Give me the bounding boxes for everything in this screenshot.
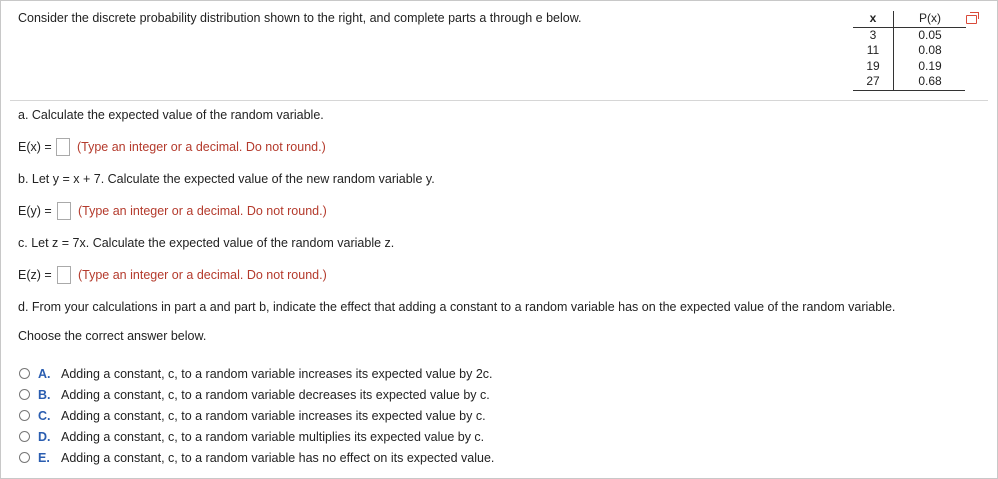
copy-icon[interactable]	[966, 15, 977, 24]
option-text: Adding a constant, c, to a random variable increases its expected value by c.	[61, 409, 486, 423]
x-value: 19	[853, 59, 894, 75]
section-divider	[10, 100, 988, 101]
option-text: Adding a constant, c, to a random variable multiplies its expected value by c.	[61, 430, 485, 444]
table-row	[853, 74, 966, 90]
p-value: 0.68	[918, 74, 942, 89]
part-d-instruction: Choose the correct answer below.	[18, 329, 207, 343]
table-header-row	[853, 11, 966, 28]
part-a-label: E(x) =	[18, 140, 52, 154]
radio-circle-icon[interactable]	[19, 431, 30, 442]
expected-z-input[interactable]	[57, 266, 71, 284]
radio-circle-icon[interactable]	[19, 368, 30, 379]
expected-x-input[interactable]	[56, 138, 70, 156]
part-c-label: E(z) =	[18, 268, 52, 282]
table-row	[853, 43, 966, 59]
part-a-hint: (Type an integer or a decimal. Do not round.)	[77, 140, 326, 154]
p-value: 0.19	[918, 58, 942, 73]
table-row	[853, 28, 966, 44]
table-row	[853, 59, 966, 75]
part-b-question: b. Let y = x + 7. Calculate the expected value of the new random variable y.	[18, 172, 435, 186]
part-b-hint: (Type an integer or a decimal. Do not round.)	[78, 204, 327, 218]
table-bottom-rule	[853, 90, 965, 91]
x-value: 11	[853, 43, 894, 59]
p-value: 0.05	[918, 27, 942, 42]
option-text: Adding a constant, c, to a random variable decreases its expected value by c.	[61, 388, 490, 402]
radio-circle-icon[interactable]	[19, 389, 30, 400]
radio-circle-icon[interactable]	[19, 410, 30, 421]
p-column-header: P(x)	[919, 11, 941, 25]
radio-circle-icon[interactable]	[19, 452, 30, 463]
option-letter: E.	[38, 451, 50, 465]
part-c-question: c. Let z = 7x. Calculate the expected value of the random variable z.	[18, 236, 395, 250]
part-d-question: d. From your calculations in part a and part b, indicate the effect that adding a constant to a random variable has on the expected value of the random variable.	[18, 300, 896, 314]
option-text: Adding a constant, c, to a random variable increases its expected value by 2c.	[61, 367, 493, 381]
option-letter: D.	[38, 430, 51, 444]
x-value: 3	[853, 28, 894, 44]
part-b-label: E(y) =	[18, 204, 52, 218]
option-letter: A.	[38, 367, 51, 381]
expected-y-input[interactable]	[57, 202, 71, 220]
p-value: 0.08	[918, 43, 942, 58]
option-text: Adding a constant, c, to a random variable has no effect on its expected value.	[61, 451, 495, 465]
part-a-question: a. Calculate the expected value of the random variable.	[18, 108, 324, 122]
part-c-hint: (Type an integer or a decimal. Do not round.)	[78, 268, 327, 282]
x-value: 27	[853, 74, 894, 90]
option-letter: C.	[38, 409, 51, 423]
distribution-table	[853, 11, 966, 91]
option-letter: B.	[38, 388, 51, 402]
x-column-header: x	[853, 11, 894, 27]
intro-text: Consider the discrete probability distribution shown to the right, and complete parts a through e below.	[18, 11, 582, 25]
